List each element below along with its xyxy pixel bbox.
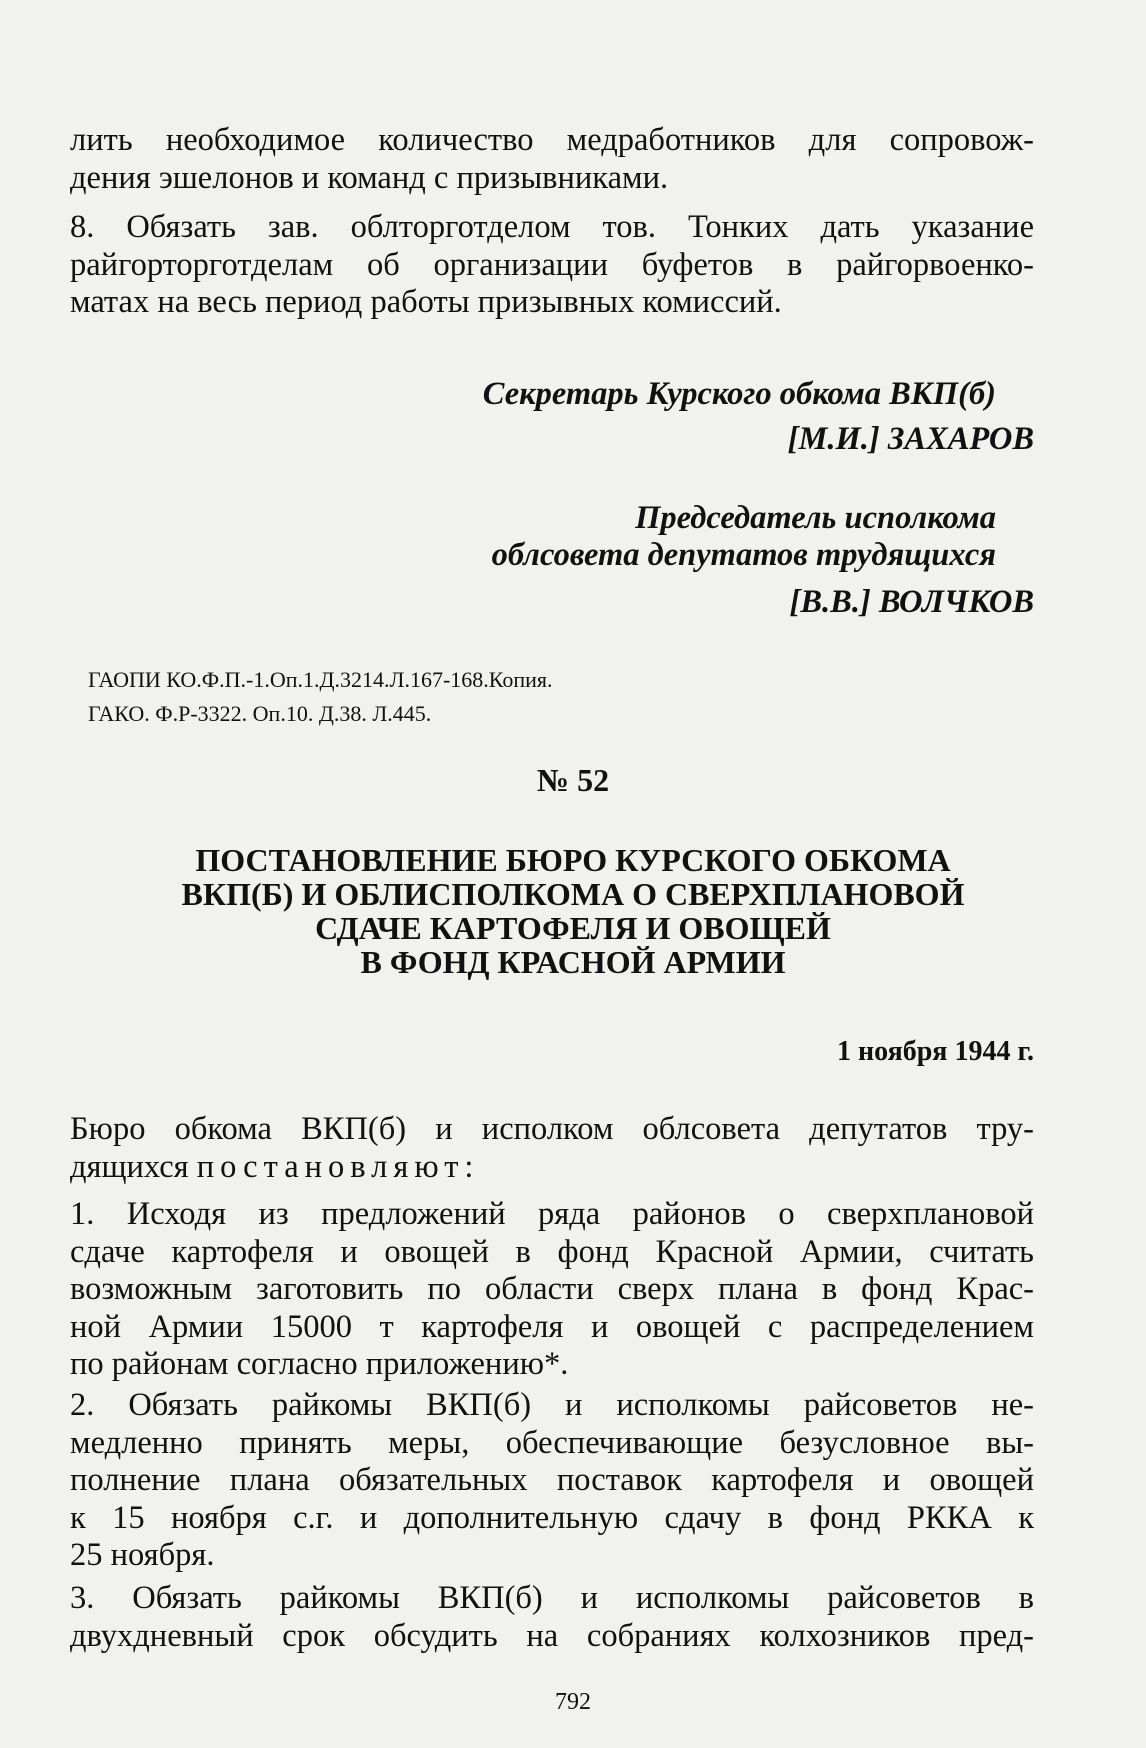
signature-chairman (492, 500, 1034, 621)
text-line (70, 1149, 1034, 1187)
preamble (70, 1111, 1034, 1186)
text-line: возможным заготовить по области сверх плана в фонд Крас- (70, 1271, 1034, 1307)
signature-title: облсовета депутатов трудящихся (491, 537, 996, 573)
source-line: ГАОПИ КО.Ф.П.-1.Оп.1.Д.3214.Л.167-168.Копия. (88, 667, 553, 692)
text-line: сдаче картофеля и овощей в фонд Красной Армии, считать (70, 1233, 1034, 1270)
text-line: дения эшелонов и команд с призывниками. (70, 159, 669, 196)
text-line: к 15 ноября с.г. и дополнительную сдачу в фонд РККА к (70, 1499, 1034, 1536)
text-line: полнение плана обязательных поставок картофеля и овощей (70, 1462, 1034, 1498)
item-8 (70, 209, 1034, 322)
item-1 (70, 1196, 1034, 1384)
signature-name: [В.В.] ВОЛЧКОВ (789, 584, 1034, 620)
text-fragment: дящихся (70, 1148, 197, 1185)
text-line: лить необходимое количество медработников для сопровож- (70, 122, 1034, 158)
page-number: 792 (555, 1689, 591, 1715)
signature-name: [М.И.] ЗАХАРОВ (787, 421, 1034, 457)
text-line: 8. Обязать зав. облторготделом тов. Тонких дать указание (70, 209, 1034, 245)
document-date: 1 ноября 1944 г. (836, 1036, 1034, 1067)
text-line: двухдневный срок обсудить на собраниях колхозников пред- (70, 1617, 1034, 1654)
document-title (150, 843, 996, 979)
text-line: медленно принять меры, обеспечивающие безусловное вы- (70, 1424, 1034, 1461)
text-line: 3. Обязать райкомы ВКП(б) и исполкомы райсоветов в (70, 1580, 1034, 1616)
title-line: СДАЧЕ КАРТОФЕЛЯ И ОВОЩЕЙ (315, 910, 831, 946)
text-line: 1. Исходя из предложений ряда районов о сверхплановой (70, 1196, 1034, 1232)
title-line: В ФОНД КРАСНОЙ АРМИИ (360, 944, 786, 980)
spaced-word: постановляют: (196, 1148, 480, 1185)
signature-secretary (483, 376, 1034, 458)
text-line: Бюро обкома ВКП(б) и исполком облсовета депутатов тру- (70, 1111, 1034, 1147)
title-line: ВКП(Б) И ОБЛИСПОЛКОМА О СВЕРХПЛАНОВОЙ (181, 876, 965, 912)
item-2 (70, 1387, 1034, 1575)
source-line: ГАКО. Ф.Р-3322. Оп.10. Д.38. Л.445. (88, 701, 432, 726)
signature-title: Председатель исполкома (635, 500, 996, 536)
text-line: 25 ноября. (70, 1537, 215, 1573)
text-line: райгорторготделам об организации буфетов в райгорвоенко- (70, 246, 1034, 283)
text-line: по районам согласно приложению*. (70, 1346, 569, 1382)
archive-sources (88, 663, 553, 731)
text-line: ной Армии 15000 т картофеля и овощей с распределением (70, 1308, 1034, 1345)
signature-title: Секретарь Курского обкома ВКП(б) (482, 376, 996, 412)
top-paragraph (70, 122, 1034, 197)
item-3 (70, 1580, 1034, 1655)
text-line: 2. Обязать райкомы ВКП(б) и исполкомы райсоветов не- (70, 1387, 1034, 1423)
text-line: матах на весь период работы призывных комиссий. (70, 284, 782, 320)
title-line: ПОСТАНОВЛЕНИЕ БЮРО КУРСКОГО ОБКОМА (195, 842, 951, 878)
document-number: № 52 (536, 762, 610, 798)
